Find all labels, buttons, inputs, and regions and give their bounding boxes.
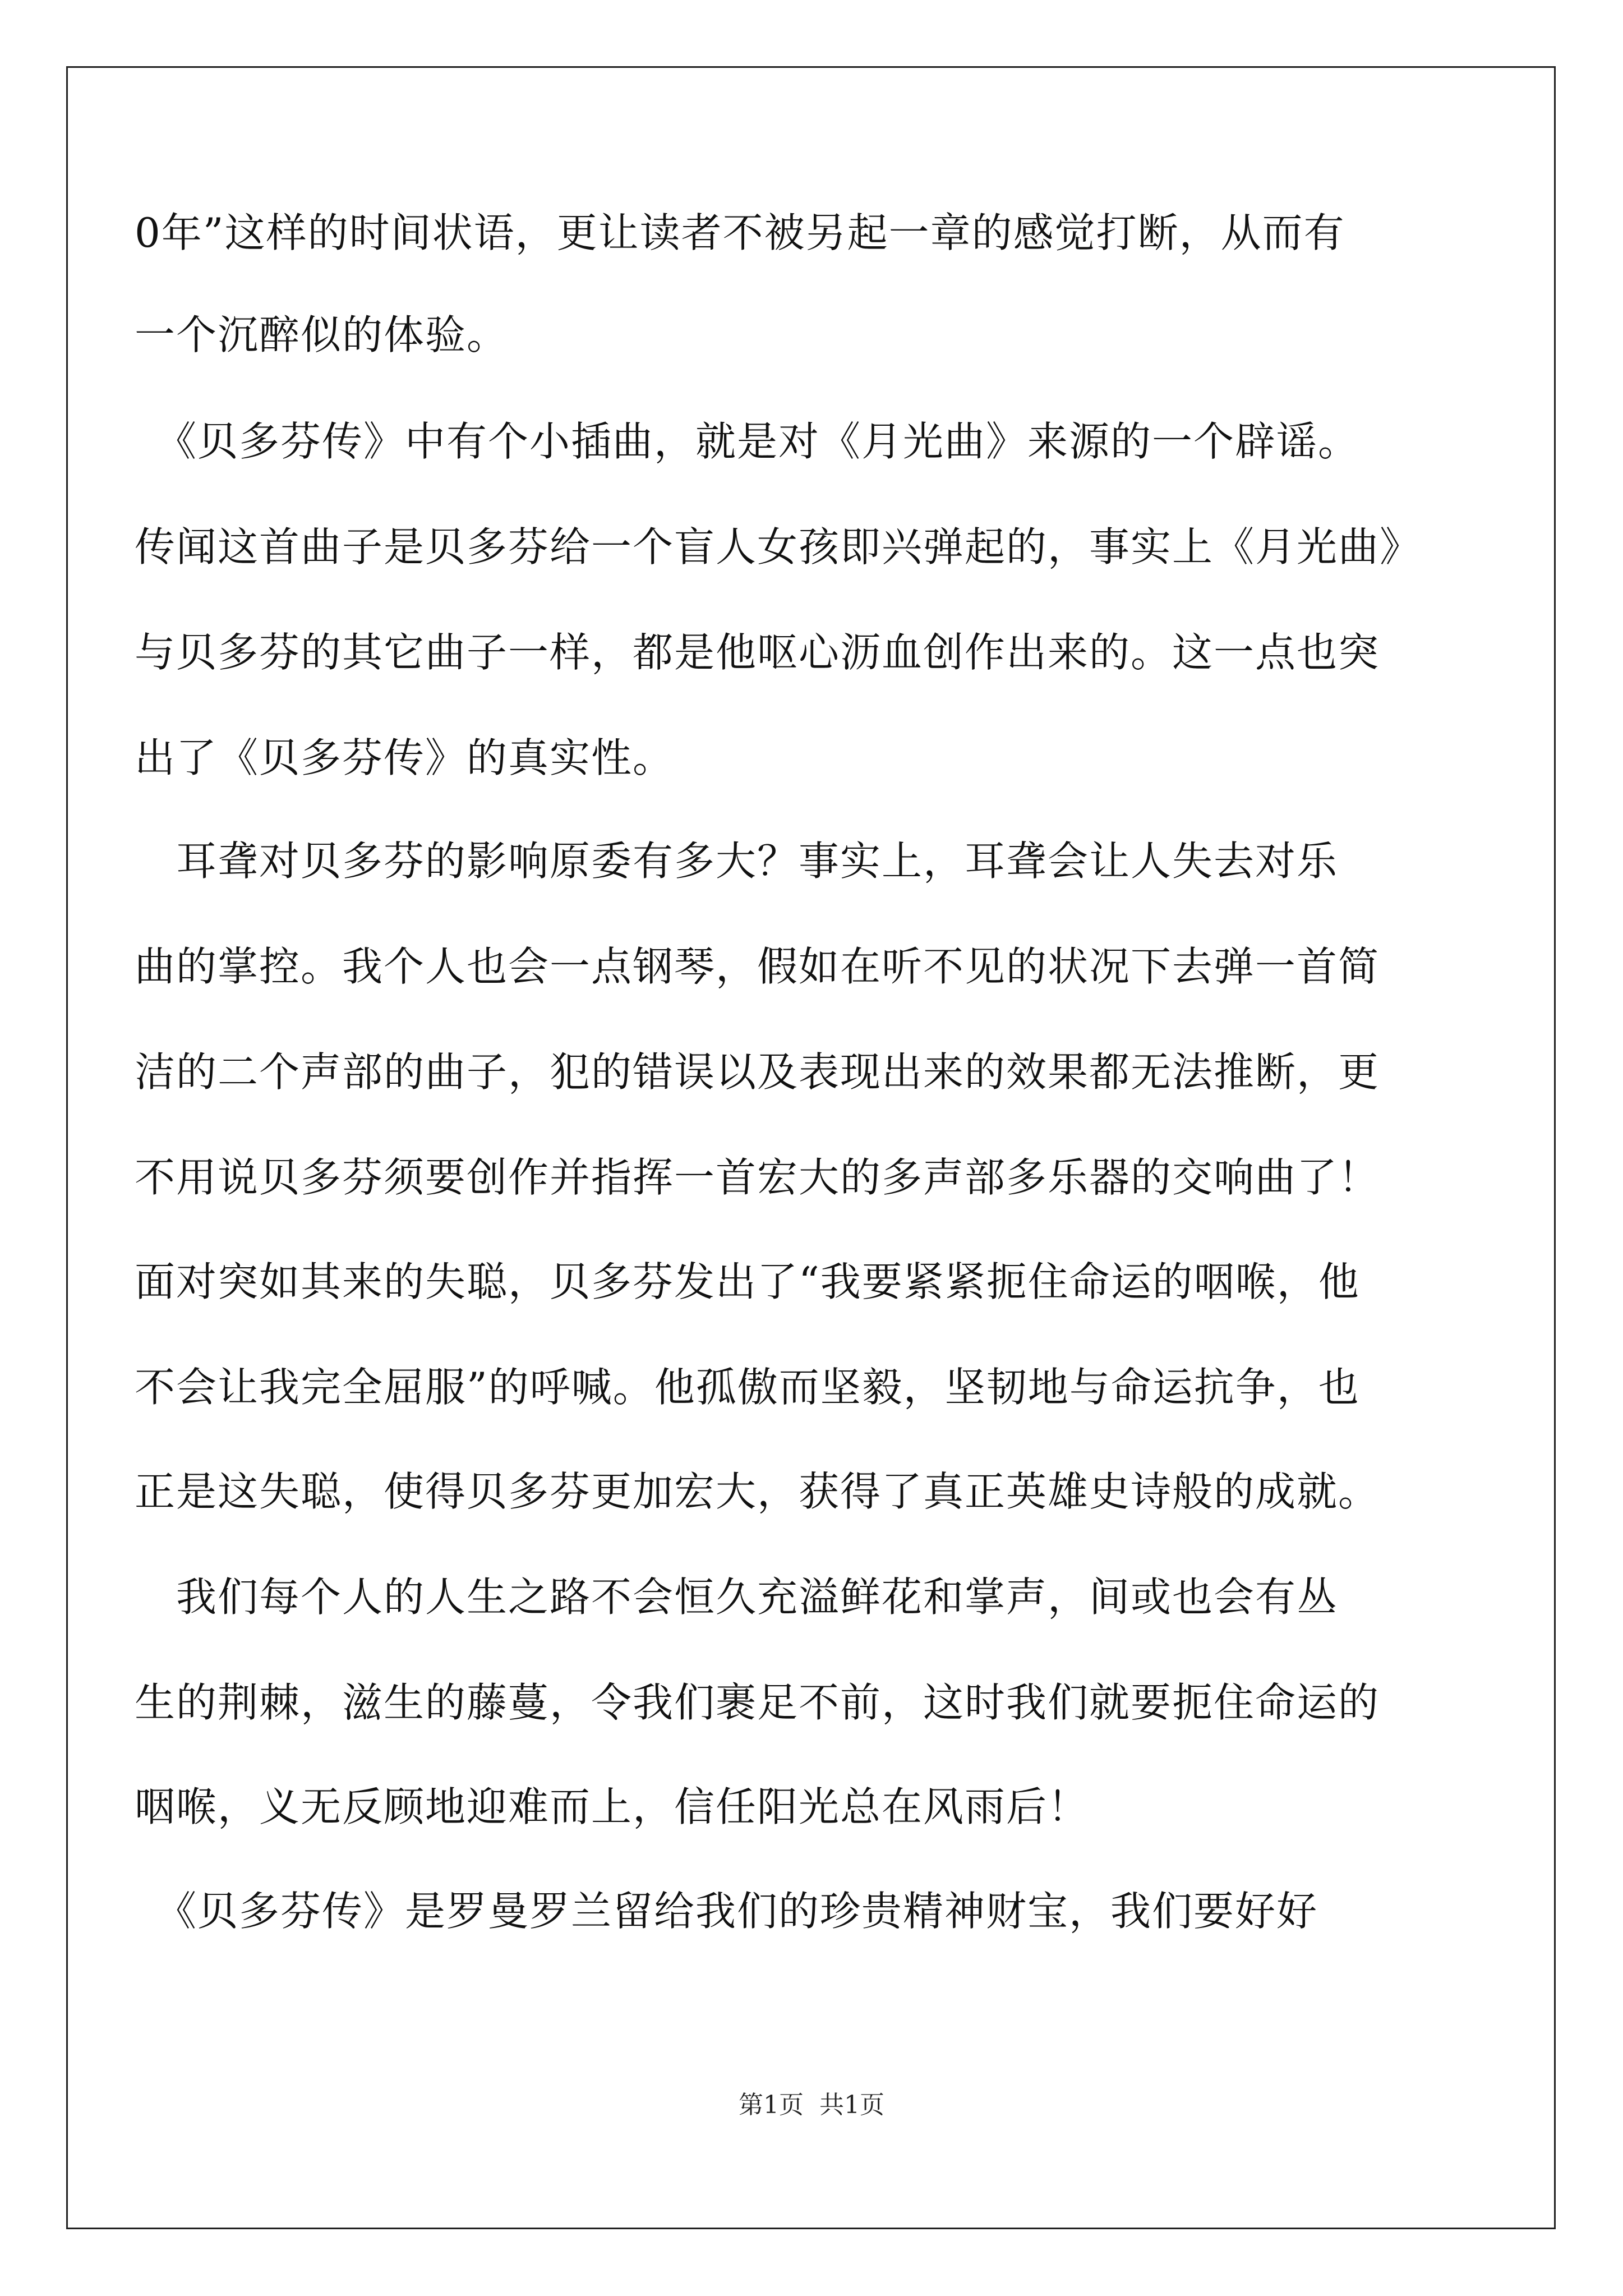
text-line: 曲的掌控。我个人也会一点钢琴，假如在听不见的状况下去弹一首简 [135, 943, 1380, 990]
text-line: 不会让我完全屈服”的呼喊。他孤傲而坚毅，坚韧地与命运抗争，也 [135, 1364, 1360, 1411]
page-footer [0, 2090, 1623, 2121]
text-line: 正是这失聪，使得贝多芬更加宏大，获得了真正英雄史诗般的成就。 [135, 1468, 1380, 1515]
page-number: 第1页 [739, 2091, 804, 2119]
text-line: 面对突如其来的失聪，贝多芬发出了“我要紧紧扼住命运的咽喉，他 [135, 1258, 1360, 1305]
text-line: 洁的二个声部的曲子，犯的错误以及表现出来的效果都无法推断，更 [135, 1048, 1380, 1096]
text-line: 咽喉，义无反顾地迎难而上，信任阳光总在风雨后！ [135, 1783, 1090, 1830]
text-line: 生的荆棘，滋生的藤蔓，令我们裹足不前，这时我们就要扼住命运的 [135, 1679, 1380, 1726]
text-line: 一个沉醉似的体验。 [135, 311, 509, 358]
text-line: 《贝多芬传》中有个小插曲，就是对《月光曲》来源的一个辟谣。 [135, 418, 1360, 465]
text-line: 不用说贝多芬须要创作并指挥一首宏大的多声部多乐器的交响曲了！ [135, 1154, 1380, 1201]
text-line: 出了《贝多芬传》的真实性。 [135, 734, 675, 781]
text-line: 与贝多芬的其它曲子一样，都是他呕心沥血创作出来的。这一点也突 [135, 629, 1380, 676]
page-total: 共1页 [819, 2091, 884, 2119]
text-line: 《贝多芬传》是罗曼罗兰留给我们的珍贵精神财宝，我们要好好 [135, 1888, 1318, 1935]
text-line: 传闻这首曲子是贝多芬给一个盲人女孩即兴弹起的，事实上《月光曲》 [135, 523, 1422, 570]
text-line: 耳聋对贝多芬的影响原委有多大？事实上，耳聋会让人失去对乐 [135, 838, 1339, 885]
text-line: 我们每个人的人生之路不会恒久充溢鲜花和掌声，间或也会有丛 [135, 1573, 1339, 1621]
text-line: 0年”这样的时间状语，更让读者不被另起一章的感觉打断，从而有 [135, 209, 1345, 256]
